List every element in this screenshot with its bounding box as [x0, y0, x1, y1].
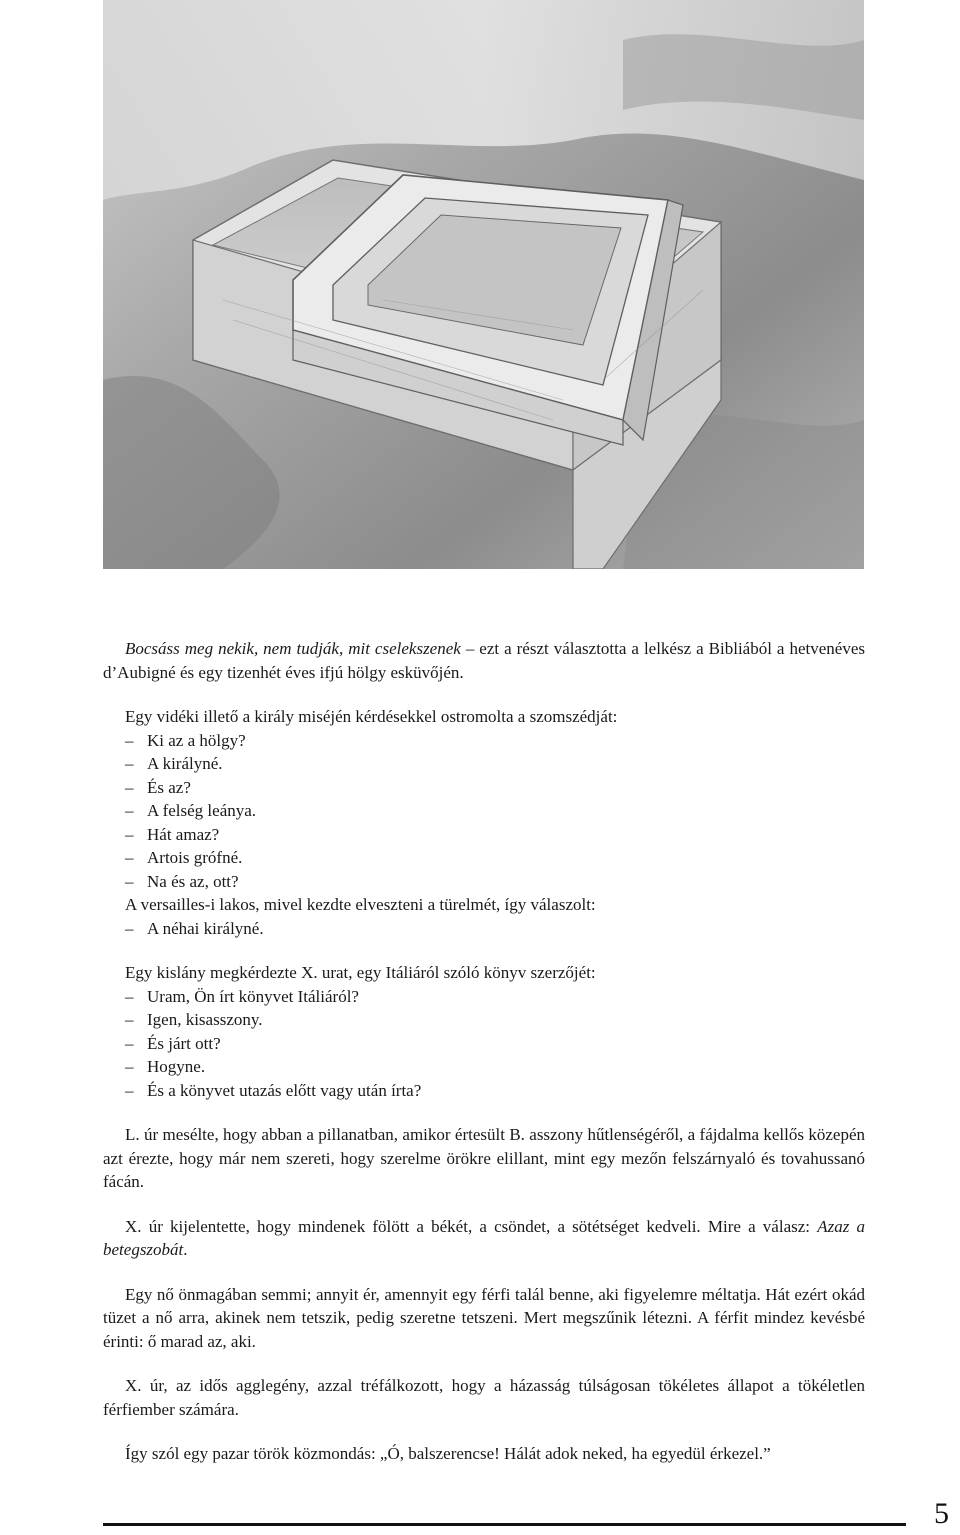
text-span: X. úr, az idős agglegény, azzal tréfálkozott, hogy a házasság túlságosan tökéletes állapot a tökéletlen férfiember számára. — [103, 1376, 865, 1419]
dialogue-line — [103, 752, 865, 776]
dialogue-text: Na és az, ott? — [147, 871, 239, 891]
paragraph — [103, 1123, 865, 1194]
paragraph — [103, 637, 865, 684]
text-span: . — [183, 1240, 188, 1259]
paragraph — [103, 1374, 865, 1421]
dialogue-dash: – — [125, 871, 134, 891]
paragraph-gap — [103, 1421, 865, 1442]
dialogue-text: Hogyne. — [147, 1057, 206, 1076]
paragraph — [103, 1215, 865, 1262]
dialogue-line — [103, 917, 865, 941]
paragraph-gap — [103, 684, 865, 705]
narrative-line: A versailles-i lakos, mivel kezdte elveszteni a türelmét, így válaszolt: — [125, 895, 596, 914]
dialogue-dash: – — [125, 986, 134, 1006]
dialogue-text: Igen, kisasszony. — [147, 1010, 263, 1029]
dialogue-line — [103, 1079, 865, 1103]
dialogue-text: És az? — [147, 777, 191, 797]
dialogue-text: A néhai királyné. — [147, 918, 264, 938]
dialogue-line — [103, 870, 865, 894]
dialogue-text: Artois grófné. — [147, 848, 243, 867]
dialogue-dash: – — [125, 1033, 134, 1053]
dialogue-dash: – — [125, 824, 134, 844]
dialogue-dash: – — [125, 801, 134, 820]
italic-text: Azaz a betegszobát — [103, 1216, 865, 1259]
dialogue-line — [103, 799, 865, 823]
drawing-of-open-stone-boxes-icon — [103, 0, 864, 569]
dialogue-line — [103, 823, 865, 847]
text-span: Így szól egy pazar török közmondás: „Ó, balszerencse! Hálát adok neked, ha egyedül érkezel.” — [125, 1444, 771, 1463]
dialogue-line — [103, 1032, 865, 1056]
dialogue-text: A felség leánya. — [147, 801, 257, 820]
dialogue-dash: – — [125, 918, 134, 938]
dialogue-text: A királyné. — [147, 754, 223, 773]
dialogue-dash: – — [125, 730, 134, 750]
dialogue-line — [103, 846, 865, 870]
dialogue-dash: – — [125, 1057, 134, 1076]
narrative-line: Egy vidéki illető a király miséjén kérdésekkel ostromolta a szomszédját: — [125, 707, 618, 726]
dialogue-text: Hát amaz? — [147, 824, 220, 844]
dialogue-line — [103, 1055, 865, 1079]
italic-text: Bocsáss meg nekik, nem tudják, mit cselekszenek — [125, 639, 461, 658]
paragraph-gap — [103, 940, 865, 961]
text-span: X. úr kijelentette, hogy mindenek fölött a békét, a csöndet, a sötétséget kedveli. Mire a válasz: — [125, 1216, 818, 1236]
dialogue-line — [103, 776, 865, 800]
dialogue-line — [103, 985, 865, 1009]
page-number: 5 — [934, 1497, 949, 1530]
text-span: – ezt a részt választotta a lelkész a Bibliából a hetvenéves d’Aubigné és egy tizenhét éves ifjú hölgy esküvőjén. — [103, 639, 865, 682]
paragraph-gap — [103, 1194, 865, 1215]
dialogue-dash: – — [125, 754, 134, 773]
dialogue-dash: – — [125, 1080, 134, 1100]
paragraph-gap — [103, 1102, 865, 1123]
dialogue-dash: – — [125, 1010, 134, 1029]
paragraph — [103, 1442, 865, 1466]
dialogue-line — [103, 729, 865, 753]
dialogue-text: Uram, Ön írt könyvet Itáliáról? — [147, 986, 359, 1006]
dialogue-dash: – — [125, 848, 134, 867]
text-span: L. úr mesélte, hogy abban a pillanatban, amikor értesült B. asszony hűtlenségéről, a fájdalma kellős közepén azt érezte, hogy már nem szereti, hogy szerelme örökre elillant, mint egy mezőn felszárnyaló és tovahussanó fácán. — [103, 1125, 865, 1191]
dialogue-text: Ki az a hölgy? — [147, 730, 246, 750]
dialogue-text: És a könyvet utazás előtt vagy után írta? — [147, 1080, 422, 1100]
text-span: Egy nő önmagában semmi; annyit ér, amennyit egy férfi talál benne, aki figyelemre méltatja. Hát ezért okád tüzet a nő arra, akinek nem tetszik, pedig szeretne tetszeni. Mert megszűnik létezni. A férfit mindez kevésbé érinti: ő marad az, aki. — [103, 1284, 865, 1351]
paragraph-gap — [103, 1353, 865, 1374]
illustration — [103, 0, 864, 569]
narrative-line: Egy kislány megkérdezte X. urat, egy Itáliáról szóló könyv szerzőjét: — [125, 963, 596, 982]
dialogue-line — [103, 1008, 865, 1032]
dialogue-text: És járt ott? — [147, 1033, 221, 1053]
paragraph — [103, 1283, 865, 1354]
paragraph-gap — [103, 1262, 865, 1283]
article-text — [103, 637, 865, 1466]
footer-rule — [103, 1523, 906, 1526]
dialogue-dash: – — [125, 777, 134, 797]
